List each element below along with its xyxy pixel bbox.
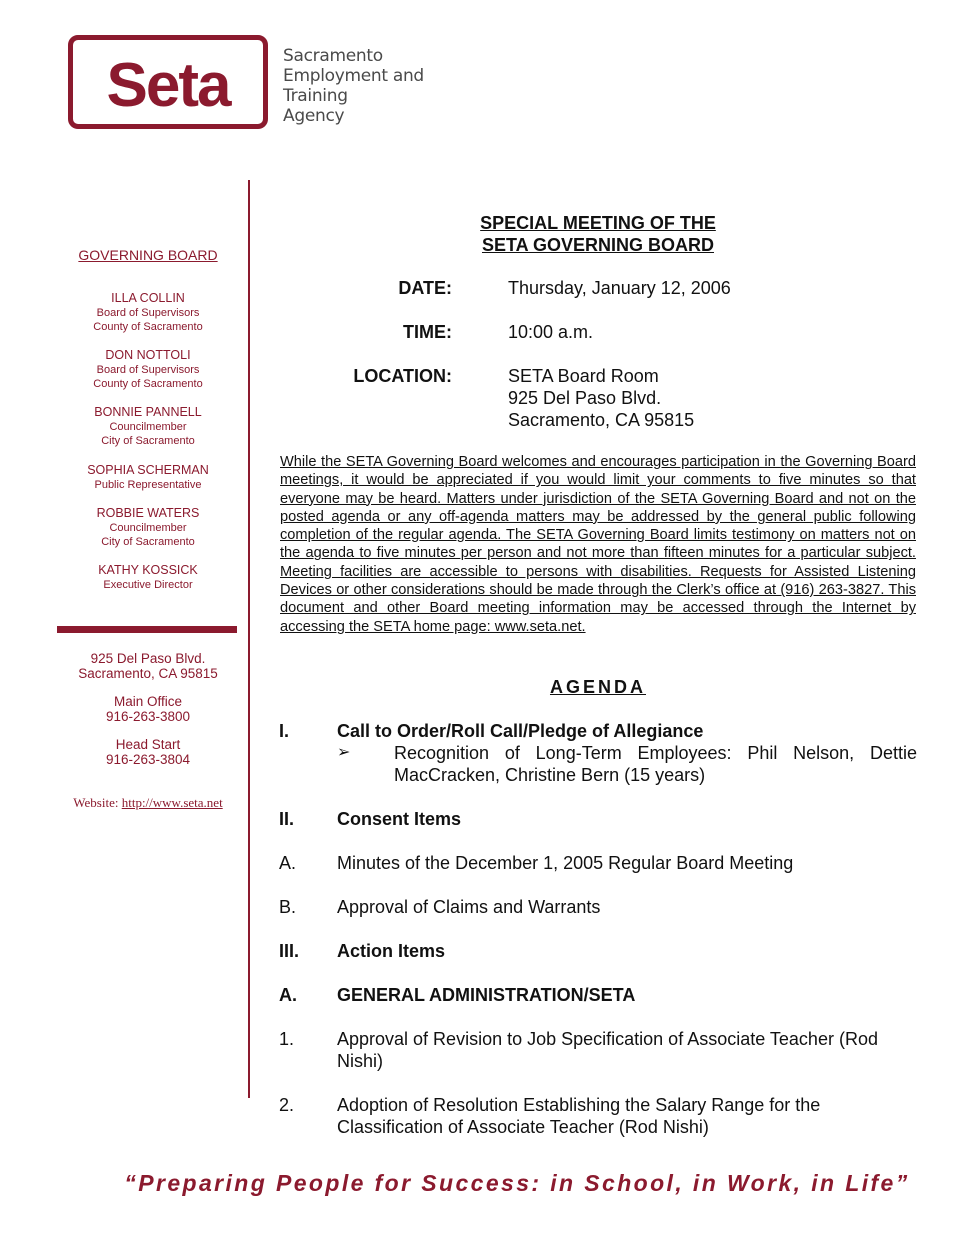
agenda-item-title: Call to Order/Roll Call/Pledge of Allegiance — [337, 721, 704, 741]
agenda-item-title: Consent Items — [337, 809, 462, 829]
date-label: DATE: — [398, 278, 452, 298]
agenda-heading: AGENDA — [549, 677, 646, 697]
member-role: Board of Supervisors — [96, 364, 200, 376]
member-name: KATHY KOSSICK — [98, 563, 198, 577]
member-role: Councilmember — [109, 421, 187, 433]
member-role: County of Sacramento — [93, 378, 203, 390]
location-line: 925 Del Paso Blvd. — [508, 388, 662, 408]
agenda-item-number: A. — [279, 985, 297, 1005]
head-start-contact — [58, 737, 238, 767]
location-label: LOCATION: — [353, 366, 452, 386]
agenda-item-number: B. — [279, 897, 297, 917]
address-line: Sacramento, CA 95815 — [78, 666, 218, 681]
sidebar-divider-line — [248, 180, 250, 1098]
agency-name-line: Employment and — [283, 66, 424, 86]
agency-address — [58, 651, 238, 681]
board-member — [58, 348, 238, 391]
website-label: Website: — [73, 795, 122, 810]
member-role: Board of Supervisors — [96, 307, 200, 319]
member-role: City of Sacramento — [101, 536, 195, 548]
agenda-item-title: Approval of Revision to Job Specification of Associate Teacher (Rod Nishi) — [337, 1029, 878, 1071]
agenda-item-number: 2. — [279, 1095, 295, 1115]
meeting-title-line: SPECIAL MEETING OF THE — [480, 213, 716, 233]
logo-mark-text: Seta — [106, 51, 230, 120]
agenda-item-title: Approval of Claims and Warrants — [337, 897, 601, 917]
member-role: Public Representative — [94, 479, 202, 491]
agenda-item-number: II. — [279, 809, 295, 829]
location-line: SETA Board Room — [508, 366, 659, 386]
website-line — [58, 795, 238, 811]
member-role: City of Sacramento — [101, 435, 195, 447]
meeting-title-line: SETA GOVERNING BOARD — [481, 235, 714, 255]
member-name: SOPHIA SCHERMAN — [87, 463, 209, 477]
agenda-item-title: Adoption of Resolution Establishing the Salary Range for the Classification of Associate Teacher (Rod Nishi) — [337, 1095, 821, 1137]
board-member — [58, 405, 238, 448]
arrow-bullet-icon: ➢ — [337, 744, 351, 761]
governing-board-heading: GOVERNING BOARD — [78, 247, 218, 263]
agenda-item-title: Minutes of the December 1, 2005 Regular Board Meeting — [337, 853, 794, 873]
seta-logo-mark — [73, 40, 263, 124]
member-name: ROBBIE WATERS — [96, 506, 200, 520]
agenda-subitem-text: Recognition of Long-Term Employees: Phil Nelson, Dettie MacCracken, Christine Bern (15 years) — [394, 743, 917, 785]
member-role: Councilmember — [109, 522, 187, 534]
board-member — [58, 463, 238, 492]
main-office-label: Main Office — [113, 694, 183, 709]
meeting-title — [430, 212, 766, 256]
agenda-item-title: Action Items — [337, 941, 446, 961]
member-name: ILLA COLLIN — [111, 291, 185, 305]
head-start-label: Head Start — [115, 737, 181, 752]
agency-name-line: Training — [283, 86, 348, 106]
location-value — [508, 365, 694, 431]
member-name: BONNIE PANNELL — [94, 405, 202, 419]
member-role: County of Sacramento — [93, 321, 203, 333]
seta-logo — [68, 35, 268, 129]
agency-name — [283, 46, 423, 126]
main-office-contact — [58, 694, 238, 724]
board-member — [58, 291, 238, 334]
agency-name-line: Sacramento — [283, 46, 383, 66]
sidebar-divider-bar — [57, 626, 237, 633]
agenda-item-number: 1. — [279, 1029, 295, 1049]
board-member — [58, 506, 238, 549]
member-role: Executive Director — [103, 579, 193, 591]
date-value: Thursday, January 12, 2006 — [508, 278, 731, 298]
board-member — [58, 563, 238, 592]
website-link[interactable]: http://www.seta.net — [121, 795, 223, 810]
time-value: 10:00 a.m. — [508, 322, 594, 342]
main-office-phone: 916-263-3800 — [105, 709, 191, 724]
agenda-item-number: III. — [279, 941, 300, 961]
head-start-phone: 916-263-3804 — [105, 752, 191, 767]
agency-name-line: Agency — [283, 106, 345, 126]
agenda-item-number: A. — [279, 853, 297, 873]
agenda-item-number: I. — [279, 721, 290, 741]
tagline: “Preparing People for Success: in School, in Work, in Life” — [124, 1170, 910, 1196]
address-line: 925 Del Paso Blvd. — [90, 651, 206, 666]
location-line: Sacramento, CA 95815 — [508, 410, 695, 430]
agenda-item-title: GENERAL ADMINISTRATION/SETA — [337, 985, 636, 1005]
member-name: DON NOTTOLI — [105, 348, 191, 362]
time-label: TIME: — [403, 322, 452, 342]
public-comment-notice: While the SETA Governing Board welcomes and encourages participation in the Governing Board meetings, it would be appreciated if you would limit your comments to five minutes so that everyone may be heard. Matters under jurisdiction of the SETA Governing Board and not on the posted agenda or any off-agenda matters may be addressed by the general public following completion of the regular agenda. The SETA Governing Board limits testimony on matters not on the agenda to five minutes per person and not more than fifteen minutes for a particular subject. Meeting facilities are accessible to persons with disabilities. Requests for Assisted Listening Devices or other considerations should be made through the Clerk’s office at (916) 263-3827. This document and other Board meeting information may be accessed through the Internet by accessing the SETA home page: www.seta.net. — [280, 454, 916, 635]
